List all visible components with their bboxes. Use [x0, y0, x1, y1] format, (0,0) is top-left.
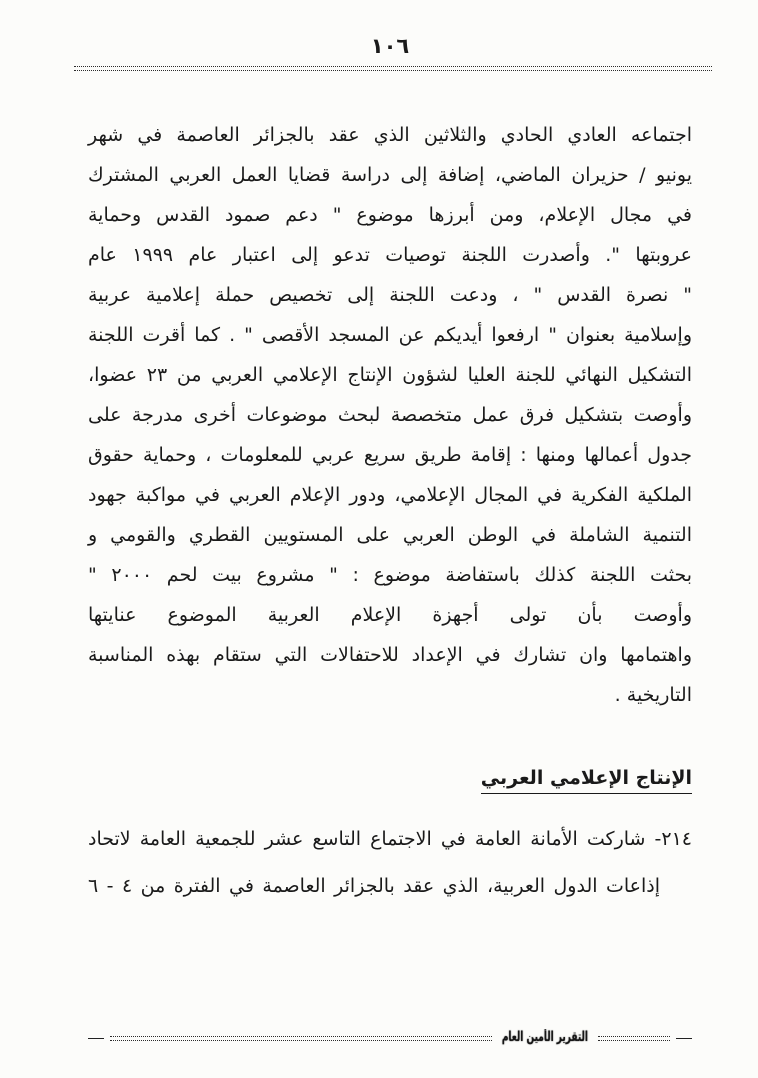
paragraph-214 — [88, 816, 692, 910]
top-divider — [74, 66, 712, 71]
text-line: التنمية الشاملة في الوطن العربي على المستويين القطري والقومي و — [88, 524, 692, 546]
text-line: وإسلامية بعنوان " ارفعوا أيديكم عن المسجد الأقصى " . كما أقرت اللجنة — [88, 324, 692, 346]
main-paragraph — [88, 115, 692, 715]
footer-dotted-line-right — [598, 1036, 670, 1041]
text-line: الملكية الفكرية في المجال الإعلامي، ودور الإعلام العربي في مواكبة جهود — [88, 484, 692, 506]
text-line: في مجال الإعلام، ومن أبرزها موضوع " دعم صمود القدس وحماية — [88, 204, 692, 226]
footer-dotted-line-left — [110, 1036, 492, 1041]
text-line: عروبتها ". وأصدرت اللجنة توصيات تدعو إلى اعتبار عام ١٩٩٩ عام — [88, 244, 692, 266]
text-line: التشكيل النهائي للجنة العليا لشؤون الإنتاج الإعلامي العربي من ٢٣ عضوا، — [88, 364, 692, 386]
footer-right-dash — [676, 1038, 692, 1039]
section-heading-row — [88, 767, 692, 794]
text-line: يونيو / حزيران الماضي، إضافة إلى دراسة قضايا العمل العربي المشترك — [88, 164, 692, 186]
footer-stamp: التقرير الأمين العام — [501, 1030, 588, 1046]
text-line: اجتماعه العادي الحادي والثلاثين الذي عقد بالجزائر العاصمة في شهر — [88, 124, 692, 146]
footer-left-dash — [88, 1038, 104, 1039]
text-line: جدول أعمالها ومنها : إقامة طريق سريع عربي للمعلومات ، وحماية حقوق — [88, 444, 692, 466]
page-number: ١٠٦ — [370, 34, 410, 58]
page-footer — [88, 1024, 692, 1052]
text-line: التاريخية . — [614, 684, 692, 706]
section-heading: الإنتاج الإعلامي العربي — [481, 767, 692, 794]
text-line: " نصرة القدس " ، ودعت اللجنة إلى تخصيص حملة إعلامية عربية — [88, 284, 692, 306]
text-line: واهتمامها وان تشارك في الإعداد للاحتفالات التي ستقام بهذه المناسبة — [88, 644, 692, 666]
text-line: وأوصت بأن تولى أجهزة الإعلام العربية الموضوع عنايتها — [88, 604, 692, 626]
text-line: إذاعات الدول العربية، الذي عقد بالجزائر العاصمة في الفترة من ٤ - ٦ — [88, 875, 660, 897]
text-line: ٢١٤- شاركت الأمانة العامة في الاجتماع التاسع عشر للجمعية العامة لاتحاد — [88, 828, 692, 850]
text-line: بحثت اللجنة كذلك باستفاضة موضوع : " مشروع بيت لحم ٢٠٠٠ " — [88, 564, 692, 586]
text-line: وأوصت بتشكيل فرق عمل متخصصة لبحث موضوعات أخرى مدرجة على — [88, 404, 692, 426]
